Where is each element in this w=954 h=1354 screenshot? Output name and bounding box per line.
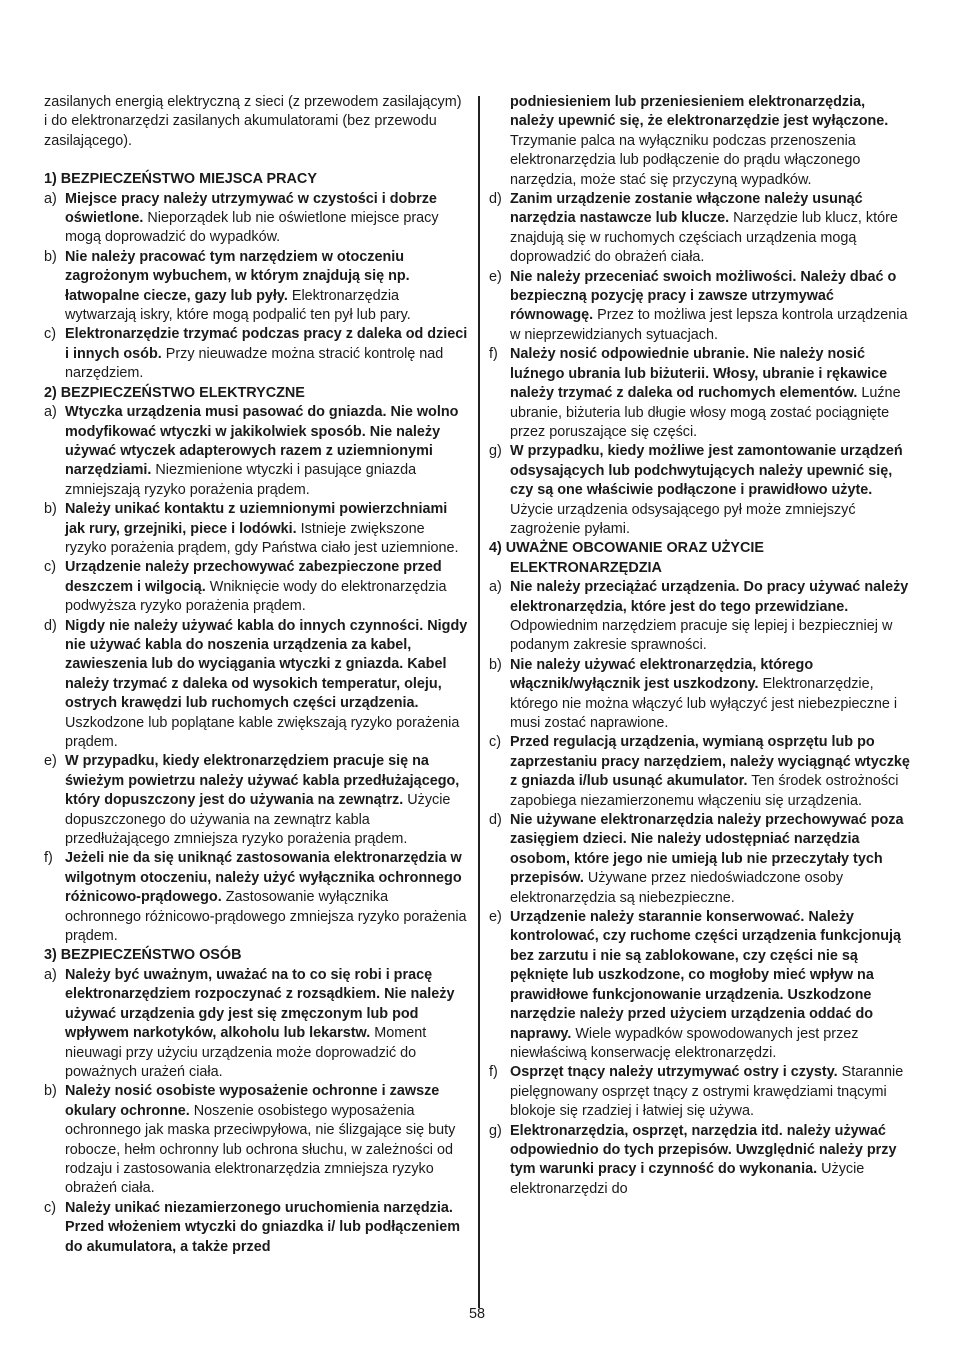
item-letter: b) <box>44 248 57 265</box>
item-text: Luźne ubranie, biżuteria lub długie włosy mogą zostać pociągnięte przez poruszające się części. <box>510 385 901 440</box>
page-number: 58 <box>468 1306 485 1322</box>
item-bold: podniesieniem lub przeniesieniem elektronarzędzia, należy upewnić się, że elektronarzędzie jest wyłączone. <box>510 94 889 130</box>
item-bold: Nie należy pracować tym narzędziem w otoczeniu zagrożonym wybuchem, w którym znajdują się np. łatwopalne ciecze, gazy lub pyły. <box>65 248 410 304</box>
item-letter: a) <box>44 190 57 207</box>
item-text: Odpowiednim narzędziem pracuje się lepiej i bezpieczniej w podanym zakresie sprawności. <box>510 617 893 654</box>
list-item <box>489 656 913 734</box>
item-text: Ten środek ostrożności zapobiega niezamierzonemu włączeniu się urządzenia. <box>510 773 899 809</box>
list-item <box>44 248 468 326</box>
list-item <box>44 1199 468 1257</box>
section-heading: 3) BEZPIECZEŃSTWO OSÓB <box>44 947 242 964</box>
item-bold: Należy unikać niezamierzonego uruchomienia narzędzia. Przed włożeniem wtyczki do gniazdka i/ lub podłączeniem do akumulatora, a także przed <box>65 1199 461 1255</box>
item-letter: b) <box>44 501 57 518</box>
item-bold: Należy być uważnym, uważać na to co się robi i pracę elektronarzędziem rozpoczynać z rozsądkiem. Nie należy używać urządzenia gdy jest się zmęczonym lub pod wpływem narkotyków, alkoholu lub lekarstw. <box>65 966 455 1042</box>
item-text: Używane przez niedoświadczone osoby elektronarzędzia są niebezpieczne. <box>510 870 844 906</box>
section-heading: 2) BEZPIECZEŃSTWO ELEKTRYCZNE <box>44 384 305 401</box>
item-bold: Nie używane elektronarzędzia należy przechowywać poza zasięgiem dzieci. Nie należy udostępniać narzędzia osobom, które jego nie umieją lub nie przeczytały tych przepisów. <box>510 812 904 887</box>
list-item <box>489 442 913 539</box>
list-item <box>489 268 913 346</box>
list-item <box>489 345 913 442</box>
list-item <box>489 733 913 811</box>
list-item <box>44 403 468 500</box>
item-text: Istnieje zwiększone ryzyko porażenia prądem, gdy Państwa ciało jest uziemnione. <box>65 520 459 556</box>
list-item <box>489 190 913 268</box>
left-column <box>44 93 468 1257</box>
list-item <box>44 752 468 849</box>
item-text: Użycie urządzenia odsysającego pył może zmniejszyć zagrożenie pyłami. <box>510 501 856 537</box>
item-bold: Urządzenie należy przechowywać zabezpieczone przed deszczem i wilgocią. <box>65 559 442 595</box>
item-bold: W przypadku, kiedy elektronarzędziem pracuje się na świeżym powietrzu należy używać kabla przedłużającego, który dopuszczony jest do używania na zewnątrz. <box>65 753 460 809</box>
list-item <box>489 1063 913 1121</box>
item-letter: c) <box>489 734 501 751</box>
item-text: Trzymanie palca na wyłączniku podczas przenoszenia elektronarzędzia lub podłączenie do prądu włączonego narzędzia, może stać się przyczyną wypadków. <box>510 132 861 188</box>
item-bold: Elektronarzędzie trzymać podczas pracy z daleka od dzieci i innych osób. <box>65 326 468 362</box>
item-letter: e) <box>44 753 57 770</box>
item-text: Użycie elektronarzędzi do <box>510 1161 865 1197</box>
item-letter: g) <box>489 443 502 460</box>
item-bold: Wtyczka urządzenia musi pasować do gniazda. Nie wolno modyfikować wtyczki w jakikolwiek sposób. Nie należy używać wtyczek adapterowych razem z uziemnionymi narzędziami. <box>65 404 459 479</box>
item-letter: d) <box>489 191 502 208</box>
item-text: Uszkodzone lub poplątane kable zwiększają ryzyko porażenia prądem. <box>65 714 460 750</box>
list-item <box>44 1082 468 1198</box>
item-text: Niezmienione wtyczki i pasujące gniazda zmniejszają ryzyko porażenia prądem. <box>65 462 417 498</box>
item-letter: e) <box>489 909 502 926</box>
item-text: Użycie dopuszczonego do używania na zewnątrz kabla przedłużającego zmniejsza ryzyko porażenia prądem. <box>65 792 451 848</box>
item-bold: Urządzenie należy starannie konserwować. Należy kontrolować, czy ruchome części urządzenia funkcjonują bez zarzutu i nie są zablokowane, czy części nie są pęknięte lub uszkodzone, co mogłoby mieć wpływ na prawidłowe funkcjonowanie urządzenia. Uszkodzone narzędzie należy przed użyciem urządzenia oddać do naprawy. <box>510 909 902 1042</box>
item-letter: d) <box>44 617 57 634</box>
list-item <box>44 558 468 616</box>
item-letter: e) <box>489 268 502 285</box>
section-heading: 4) UWAŻNE OBCOWANIE ORAZ UŻYCIE ELEKTRONARZĘDZIA <box>489 540 765 576</box>
item-bold: W przypadku, kiedy możliwe jest zamontowanie urządzeń odsysających lub podchwytujących należy upewnić się, czy są one właściwie podłączone i prawidłowo użyte. <box>510 443 903 499</box>
item-bold: Nie należy przeceniać swoich możliwości. Należy dbać o bezpieczną pozycję pracy i zawsze utrzymywać równowagę. <box>510 268 897 324</box>
list-item <box>44 617 468 753</box>
item-letter: f) <box>489 1064 498 1081</box>
list-item <box>44 325 468 383</box>
item-text: Moment nieuwagi przy użyciu urządzenia może doprowadzić do poważnych urażeń ciała. <box>65 1025 427 1080</box>
item-bold: Należy nosić odpowiednie ubranie. Nie należy nosić luźnego ubrania lub biżuterii. Włosy, ubranie i rękawice należy trzymać z daleka od ruchomych elementów. <box>510 346 888 402</box>
right-column <box>489 93 913 1199</box>
item-bold: Elektronarzędzia, osprzęt, narzędzia itd. należy używać odpowiednio do tych przepisów. Uwzględnić należy przy tym warunki pracy i czynność do wykonania. <box>510 1122 897 1178</box>
column-divider <box>478 96 480 1308</box>
list-item <box>489 908 913 1063</box>
intro-paragraph: zasilanych energią elektryczną z sieci (z przewodem zasilającym) i do elektronarzędzi zasilanych akumulatorami (bez przewodu zasilającego). <box>44 94 462 149</box>
item-text: Przy nieuwadze można stracić kontrolę nad narzędziem. <box>65 345 444 382</box>
item-bold: Nigdy nie należy używać kabla do innych czynności. Nigdy nie używać kabla do noszenia urządzenia za kabel, zawieszenia lub do wyciągania wtyczki z gniazda. Kabel należy trzymać z daleka od wysokich temperatur, oleju, ostrych krawędzi lub ruchomych części urządzenia. <box>65 617 468 712</box>
item-text: Elektronarzędzie, którego nie można włączyć lub wyłączyć jest niebezpieczne i musi zostać naprawione. <box>510 676 898 731</box>
item-letter: f) <box>489 346 498 363</box>
item-letter: a) <box>489 579 502 596</box>
item-letter: c) <box>44 326 56 343</box>
item-text: Zastosowanie wyłącznika ochronnego różnicowo-prądowego zmniejsza ryzyko porażenia prądem. <box>65 889 467 945</box>
item-letter: c) <box>44 1199 56 1216</box>
item-letter: b) <box>44 1083 57 1100</box>
item-bold: Miejsce pracy należy utrzymywać w czystości i dobrze oświetlone. <box>65 190 437 227</box>
list-item <box>44 966 468 1082</box>
item-text: Przez to możliwa jest lepsza kontrola urządzenia w nieprzewidzianych sytuacjach. <box>510 307 908 343</box>
item-text: Wniknięcie wody do elektronarzędzia podwyższa ryzyko porażenia prądem. <box>65 578 447 615</box>
item-bold: Przed regulacją urządzenia, wymianą osprzętu lub po zaprzestaniu pracy narzędziem, należy wyciągnąć wtyczkę z gniazda i/lub usunąć akumulator. <box>510 734 910 790</box>
item-text: Starannie pielęgnowany osprzęt tnący z ostrymi krawędziami tnącymi blokoje się rzadziej i łatwiej się używa. <box>510 1064 904 1120</box>
item-letter: d) <box>489 812 502 829</box>
list-item <box>44 190 468 248</box>
item-text: Narzędzie lub klucz, które znajdują się w ruchomych częściach urządzenia mogą doprowadzić do obrażeń ciała. <box>510 210 898 266</box>
item-text: Wiele wypadków spowodowanych jest przez niewłaściwą konserwację elektronarzędzi. <box>510 1025 859 1061</box>
list-item <box>489 811 913 908</box>
item-text: Elektronarzędzia wytwarzają iskry, które mogą podpalić ten pył lub pary. <box>65 287 411 324</box>
item-letter: g) <box>489 1122 502 1139</box>
list-item <box>44 500 468 558</box>
item-letter: a) <box>44 966 57 983</box>
list-item <box>44 849 468 946</box>
item-bold: Osprzęt tnący należy utrzymywać ostry i czysty. <box>510 1064 838 1081</box>
item-bold: Nie należy przeciążać urządzenia. Do pracy używać należy elektronarzędzia, które jest do tego przewidziane. <box>510 579 909 615</box>
item-bold: Nie należy używać elektronarzędzia, którego włącznik/wyłącznik jest uszkodzony. <box>510 656 814 693</box>
item-letter: a) <box>44 404 57 421</box>
item-letter: b) <box>489 656 502 673</box>
item-letter: f) <box>44 850 53 867</box>
list-item <box>489 1122 913 1200</box>
item-bold: Należy unikać kontaktu z uziemnionymi powierzchniami jak rury, grzejniki, piece i lodówki. <box>65 501 448 537</box>
list-item <box>489 578 913 656</box>
section-heading: 1) BEZPIECZEŃSTWO MIEJSCA PRACY <box>44 171 317 188</box>
item-letter: c) <box>44 559 56 576</box>
item-bold: Zanim urządzenie zostanie włączone należy usunąć narzędzia nastawcze lub klucze. <box>510 191 863 227</box>
item-bold: Należy nosić osobiste wyposażenie ochronne i zawsze okulary ochronne. <box>65 1083 440 1119</box>
list-item-continuation <box>489 93 913 190</box>
item-text: Noszenie osobistego wyposażenia ochronnego jak maska przeciwpyłowa, nie ślizgające się buty robocze, hełm ochronny lub ochrona słuchu, w zależności od rodzaju i zastosowania elektronarzędzia zmniejsza ryzyko obrażeń ciała. <box>65 1102 456 1197</box>
item-text: Nieporządek lub nie oświetlone miejsce pracy mogą doprowadzić do wypadków. <box>65 210 439 246</box>
item-bold: Jeżeli nie da się uniknąć zastosowania elektronarzędzia w wilgotnym otoczeniu, należy użyć wyłącznika ochronnego różnicowo-prądowego. <box>65 850 462 906</box>
